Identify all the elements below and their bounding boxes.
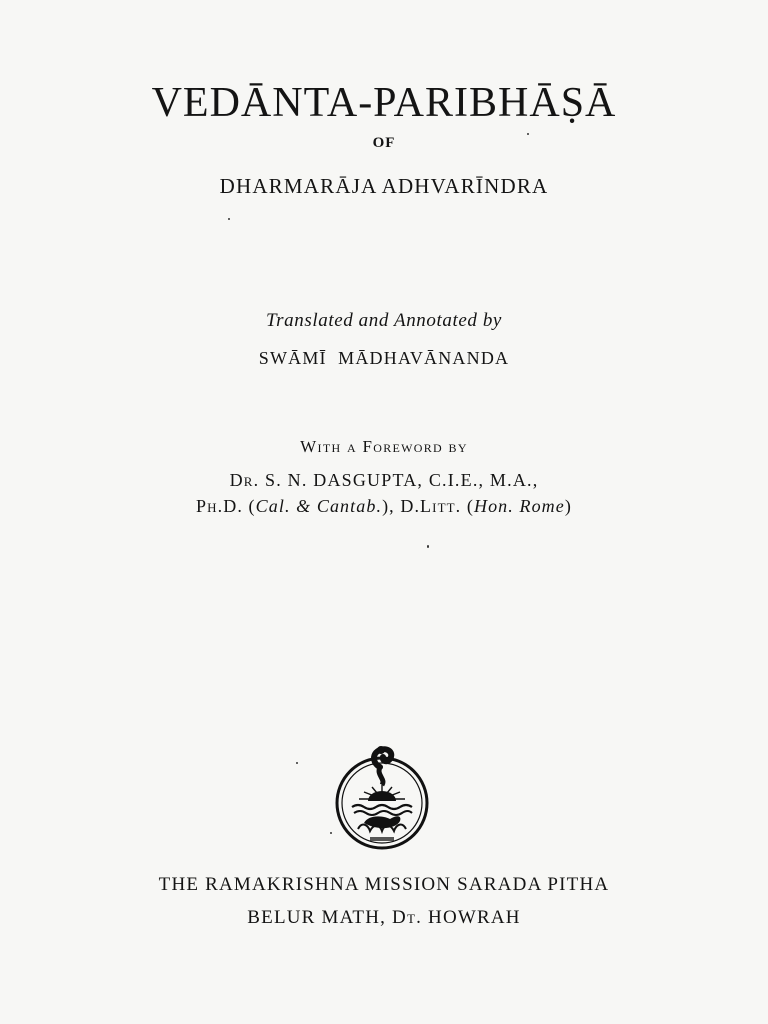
print-speck [228,218,230,220]
rising-sun-icon [368,791,396,801]
degree-phd-small: h [207,496,218,516]
author-name: DHARMARĀJA ADHVARĪNDRA [219,174,549,198]
emblem-caption-mark [370,837,394,841]
foreword-label: With a Foreword by [300,437,468,456]
foreword-author-name: . S. N. DASGUPTA, C.I.E., M.A., [253,470,539,490]
publisher-place [0,907,768,929]
foreword-author-line [0,470,768,491]
place-small: t [406,907,417,928]
of-label: OF [372,135,396,151]
print-speck [427,545,429,548]
degree-litt-open: . ( [455,496,474,516]
publisher-name: THE RAMAKRISHNA MISSION SARADA PITHA [158,874,610,895]
degree-litt-small: itt [432,496,456,516]
title-prefix: D [229,470,244,490]
emblem-outer-ring [337,758,427,848]
translation-credit-label: Translated and Annotated by [266,310,502,331]
place-part-2: . HOWRAH [416,907,521,928]
waves-icon [352,805,412,809]
translator-name: SWĀMĪ MĀDHAVĀNANDA [258,348,510,368]
degree-phd-rest: .D. ( [217,496,256,516]
ramakrishna-mission-emblem [328,745,436,851]
book-title: VEDĀNTA-PARIBHĀṢĀ [151,80,617,126]
degree-honorary: Hon. Rome [473,496,565,516]
degree-close: ) [564,496,572,516]
place-part-1: BELUR MATH, D [247,907,407,928]
print-speck [527,133,529,135]
foreword-author-degrees [0,496,768,517]
degree-litt: ), D.L [382,496,433,516]
degree-phd: P [196,496,208,516]
swan-icon [364,816,400,828]
degree-universities: Cal. & Cantab. [255,496,383,516]
title-prefix-small: r [243,470,254,490]
print-speck [330,832,332,834]
print-speck [296,762,298,764]
